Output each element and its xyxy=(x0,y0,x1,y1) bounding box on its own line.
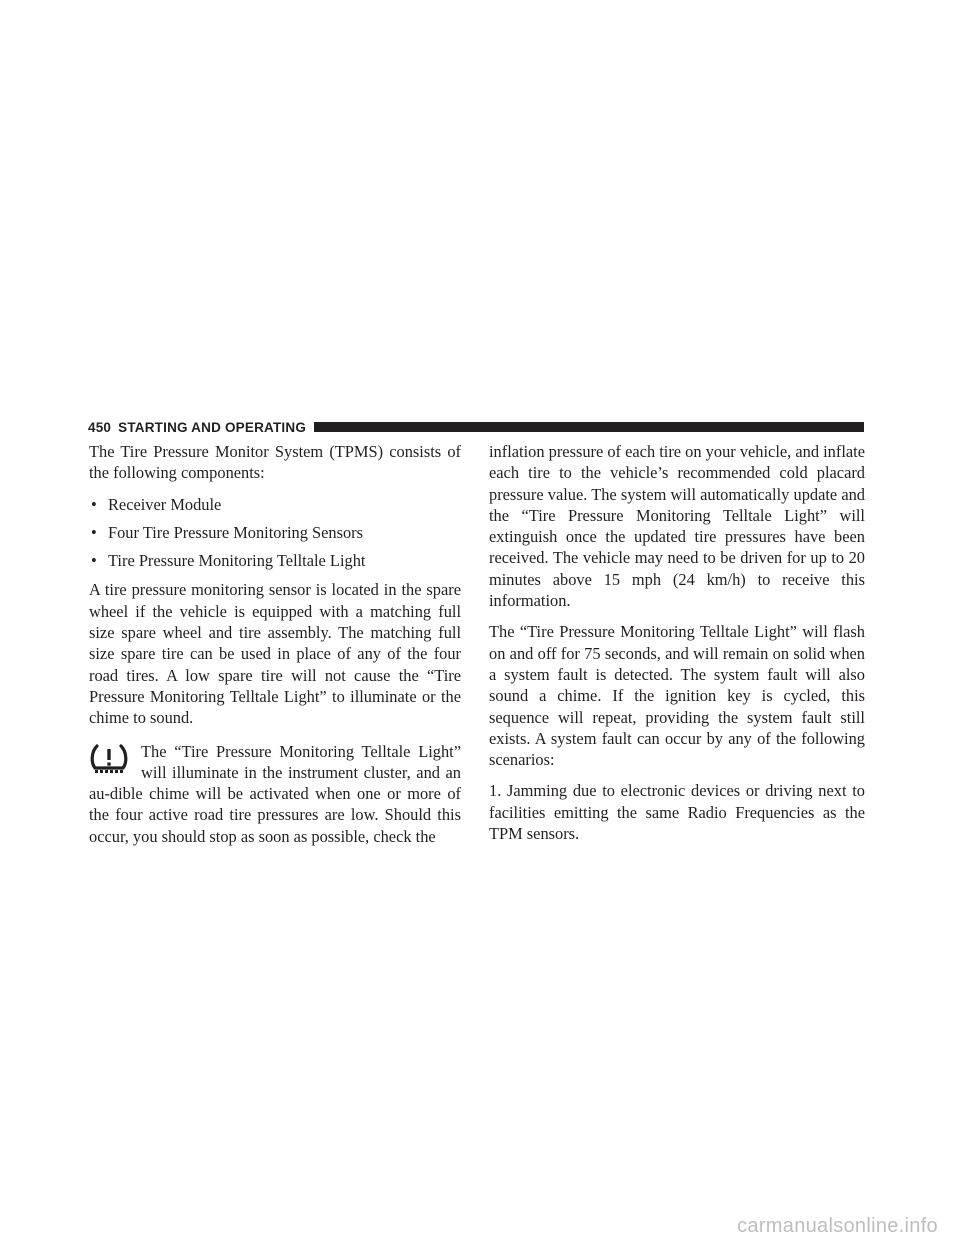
component-list xyxy=(89,494,461,572)
list-item xyxy=(89,494,461,515)
intro-paragraph: The Tire Pressure Monitor System (TPMS) consists of the following components: xyxy=(89,442,461,483)
tire-pressure-warning-icon xyxy=(89,743,129,775)
bullet-icon: • xyxy=(91,494,97,514)
bullet-icon: • xyxy=(91,551,97,571)
left-column xyxy=(89,441,461,857)
list-item xyxy=(89,550,461,571)
warning-paragraph: The “Tire Pressure Monitoring Telltale Light” will illuminate in the instrument cluster, and an au-dible chime will be activated when one or more of the four active road tire pressures are low. Should this occur, you should stop as soon as possible, check the xyxy=(89,741,461,846)
scenario-item: 1. Jamming due to electronic devices or driving next to facilities emitting the same Radio Frequencies as the TPM sensors. xyxy=(489,781,865,844)
right-column xyxy=(489,441,865,854)
list-item-text: Tire Pressure Monitoring Telltale Light xyxy=(108,551,366,571)
spare-tire-paragraph: A tire pressure monitoring sensor is located in the spare wheel if the vehicle is equipped with a matching full size spare wheel and tire assembly. The matching full size spare tire can be used in place of any of the four road tires. A low spare tire will not cause the “Tire Pressure Monitoring Telltale Light” to illuminate or the chime to sound. xyxy=(89,580,461,728)
list-item-text: Receiver Module xyxy=(108,494,222,514)
warning-block xyxy=(89,741,461,847)
page-number: 450 xyxy=(88,419,112,435)
footer-watermark: carmanualsonline.info xyxy=(737,1215,938,1237)
continuation-paragraph: inflation pressure of each tire on your vehicle, and inflate each tire to the vehicle’s recommended cold placard pressure value. The system will automatically update and the “Tire Pressure Monitoring Telltale Light” will extinguish once the updated tire pressures have been received. The vehicle may need to be driven for up to 20 minutes above 15 mph (24 km/h) to receive this information. xyxy=(489,442,865,611)
bullet-icon: • xyxy=(91,522,97,542)
section-title: STARTING AND OPERATING xyxy=(118,419,307,435)
list-item-text: Four Tire Pressure Monitoring Sensors xyxy=(108,522,363,542)
page-header xyxy=(88,419,864,435)
header-rule xyxy=(314,422,864,432)
system-fault-paragraph: The “Tire Pressure Monitoring Telltale Light” will flash on and off for 75 seconds, and will remain on solid when a system fault is detected. The system fault will also sound a chime. If the ignition key is cycled, this sequence will repeat, providing the system fault still exists. A system fault can occur by any of the following scenarios: xyxy=(489,622,865,770)
list-item xyxy=(89,522,461,543)
